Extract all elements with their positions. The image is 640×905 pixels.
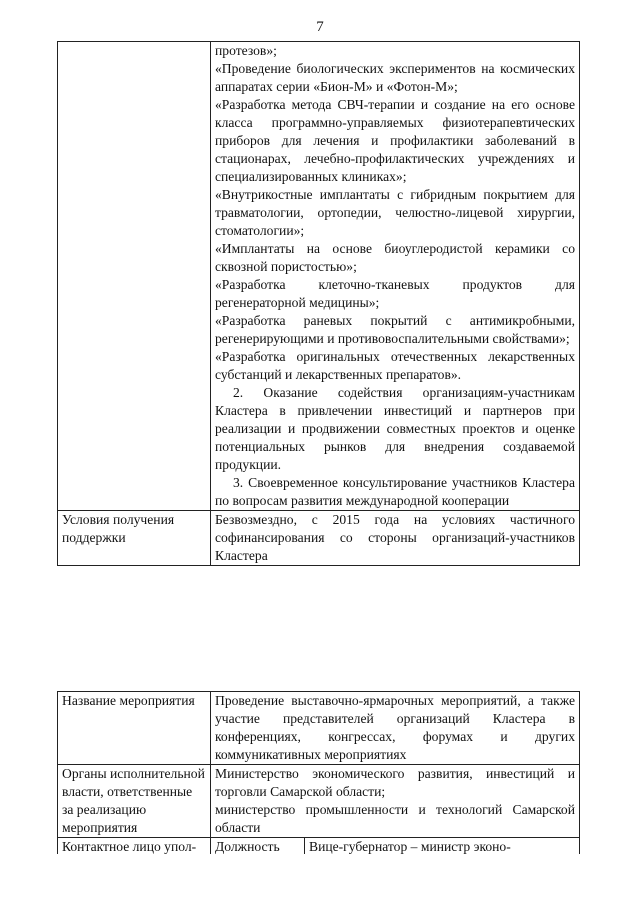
event-table [57,691,580,854]
table-row [58,838,580,855]
program-table [57,41,580,566]
event-name-value: Проведение выставочно-ярмарочных мероприятий, а также участие представителей организаций Кластера в конференциях, конгрессах, форумах и других коммуникативных мероприятиях [211,692,580,765]
support-conditions-label: Условия получения поддержки [58,511,211,566]
list-item: «Разработка раневых покрытий с антимикробными, регенерирующими и противовоспалительными свойствами»; [215,313,575,346]
authorities-value [211,765,580,838]
list-item: «Разработка метода СВЧ-терапии и создание на его основе класса программно-управляемых физиотерапевтических приборов для лечения и профилактики заболеваний в стационарах, лечебно-профилактических учреждениях и специализированных клиниках»; [215,97,575,184]
authority-2: министерство промышленности и технологий Самарской области [215,802,575,835]
list-item: «Разработка оригинальных отечественных лекарственных субстанций и лекарственных препаратов». [215,349,575,382]
list-item: «Проведение биологических экспериментов на космических аппаратах серии «Бион-М» и «Фотон-М»; [215,61,575,94]
support-conditions-value: Безвозмездно, с 2015 года на условиях частичного софинансирования со стороны организаций-участников Кластера [211,511,580,566]
table-row [58,765,580,838]
numbered-item-2: 2. Оказание содействия организациям-участникам Кластера в привлечении инвестиций и партнеров при реализации и продвижении совместных проектов и оценке потенциальных рынков для внедрения создаваемой продукции. [215,385,575,472]
numbered-item-3: 3. Своевременное консультирование участников Кластера по вопросам развития международной кооперации [215,475,575,508]
empty-label-cell [58,42,211,511]
contact-person-label [58,838,211,855]
position-label [211,838,305,855]
table-row [58,692,580,765]
activities-cell [211,42,580,511]
list-item: «Разработка клеточно-тканевых продуктов для регенераторной медицины»; [215,277,575,310]
authority-1: Министерство экономического развития, инвестиций и торговли Самарской области; [215,766,575,799]
position-value-text: Вице-губернатор – министр эконо- [309,839,511,854]
list-item: протезов»; [215,43,277,58]
contact-person-text: Контактное лицо упол- [62,839,197,854]
authorities-label: Органы исполнительной власти, ответственные за реализацию мероприятия [58,765,211,838]
list-item: «Имплантаты на основе биоуглеродистой керамики со сквозной пористостью»; [215,241,575,274]
event-name-label: Название мероприятия [58,692,211,765]
table-row [58,511,580,566]
list-item: «Внутрикостные имплантаты с гибридным покрытием для травматологии, ортопедии, челюстно-лицевой хирургии, стоматологии»; [215,187,575,238]
page-number: 7 [316,19,324,35]
table-row [58,42,580,511]
position-value [305,838,580,855]
position-label-text: Должность [215,839,280,854]
